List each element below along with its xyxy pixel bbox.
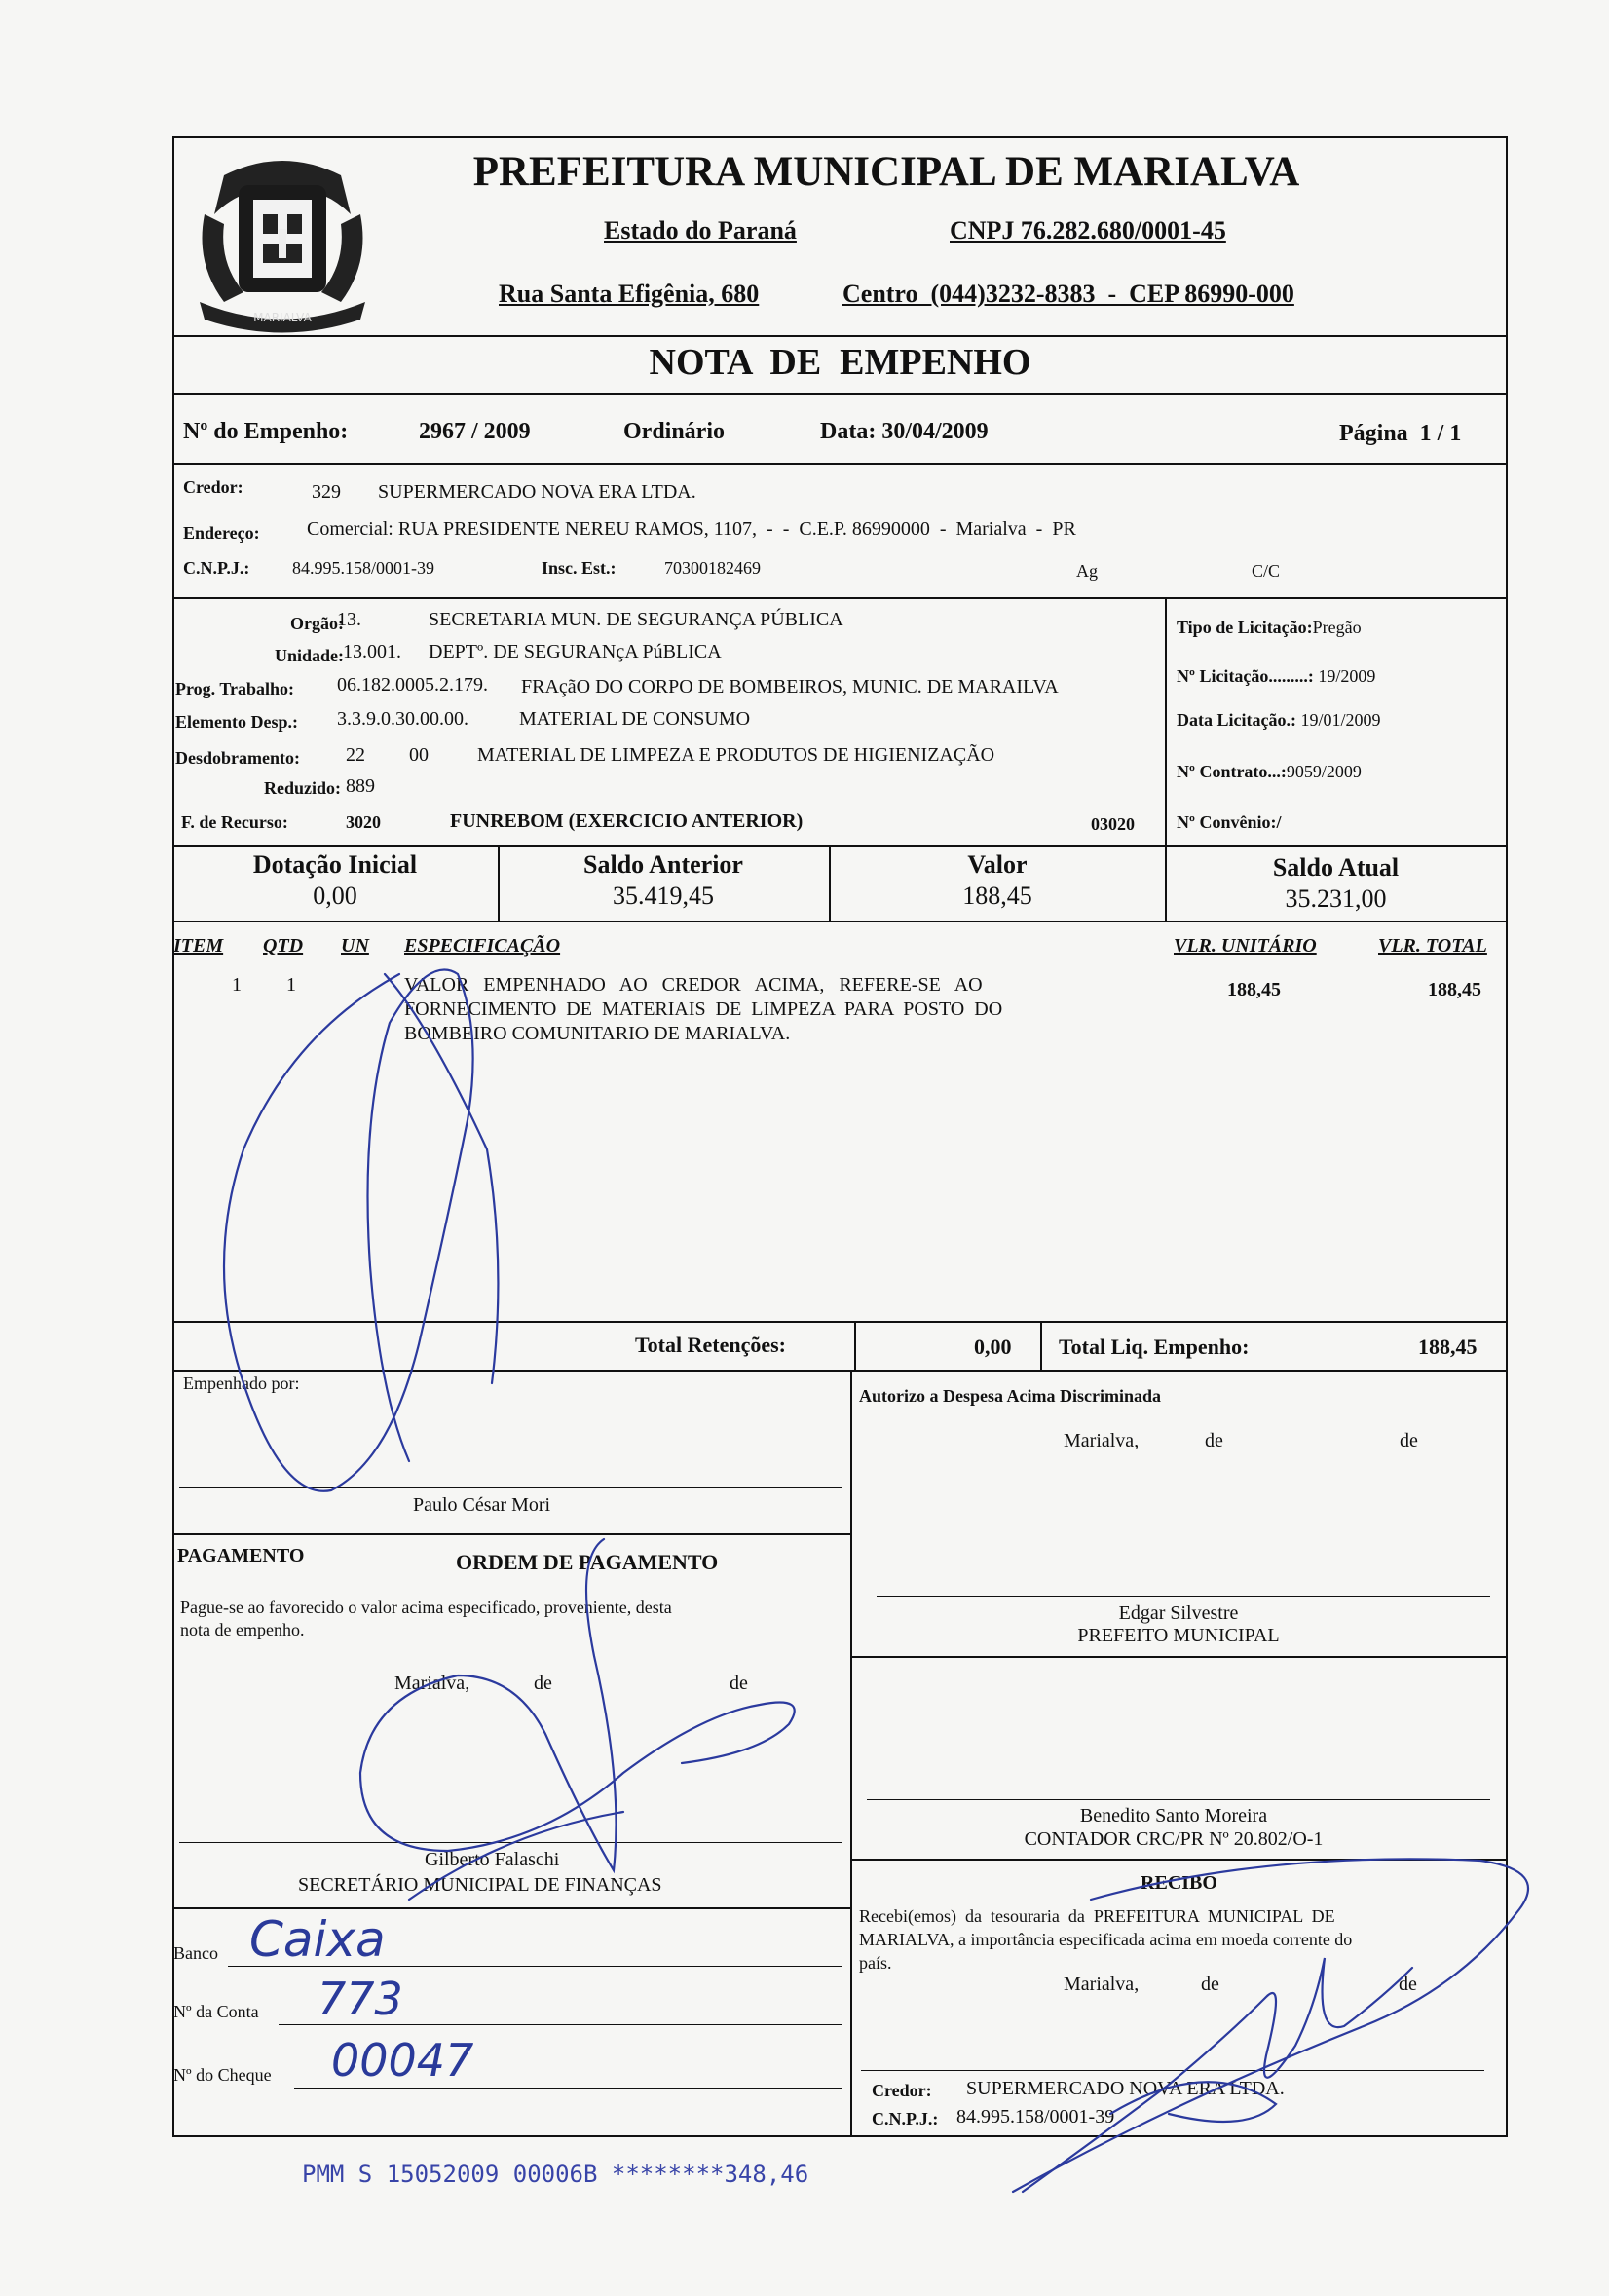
pagamento-title: PAGAMENTO — [177, 1545, 305, 1566]
credor-label: Credor: — [183, 477, 243, 497]
frame-bottom — [172, 2135, 1508, 2137]
saldo-anterior-value: 35.419,45 — [613, 882, 714, 910]
reduzido-code: 889 — [346, 775, 375, 797]
numero-convenio: Nº Convênio:/ — [1177, 812, 1282, 832]
saldo-atual-label: Saldo Atual — [1272, 853, 1400, 882]
recibo-local: Marialva, — [1064, 1974, 1140, 1995]
total-liquido-label: Total Liq. Empenho: — [1059, 1335, 1250, 1359]
col-un: UN — [341, 935, 369, 957]
frame-top — [172, 136, 1508, 138]
item-vlr-total: 188,45 — [1428, 979, 1481, 1000]
autorizo-de2: de — [1400, 1430, 1418, 1451]
desdobramento-label: Desdobramento: — [175, 748, 300, 768]
recurso-number: 03020 — [1091, 814, 1135, 834]
insc-label: Insc. Est.: — [542, 558, 617, 578]
frame-right — [1506, 136, 1508, 2136]
recibo-text-1: Recebi(emos) da tesouraria da PREFEITURA MUNICIPAL DE — [859, 1906, 1335, 1926]
contador-role: CONTADOR CRC/PR Nº 20.802/O-1 — [1024, 1828, 1324, 1850]
item-desc-line2: FORNECIMENTO DE MATERIAIS DE LIMPEZA PARA POSTO DO — [404, 998, 1003, 1020]
autorizo-title: Autorizo a Despesa Acima Discriminada — [859, 1386, 1161, 1406]
coat-of-arms-logo — [185, 146, 380, 341]
col-especificacao: ESPECIFICAÇÃO — [404, 935, 561, 957]
recibo-title: RECIBO — [1141, 1872, 1217, 1894]
credor-address: Comercial: RUA PRESIDENTE NEREU RAMOS, 1107, - - C.E.P. 86990000 - Marialva - PR — [307, 518, 1076, 540]
conta-label: Nº da Conta — [173, 2002, 259, 2021]
pagamento-text-1: Pague-se ao favorecido o valor acima especificado, proveniente, desta — [180, 1598, 672, 1617]
item-vlr-unitario: 188,45 — [1227, 979, 1281, 1000]
signature-secretario — [360, 1539, 795, 1870]
desdobramento-name: MATERIAL DE LIMPEZA E PRODUTOS DE HIGIENIZAÇÃO — [477, 744, 995, 766]
secretario-name: Gilberto Falaschi — [425, 1849, 560, 1870]
recibo-text-2: MARIALVA, a importância especificada acima em moeda corrente do — [859, 1930, 1353, 1949]
recibo-de2: de — [1399, 1974, 1417, 1995]
recurso-code: 3020 — [346, 812, 381, 832]
banco-label: Banco — [173, 1943, 218, 1963]
pagamento-de1: de — [534, 1673, 552, 1694]
autorizo-de1: de — [1205, 1430, 1223, 1451]
numero-licitacao: Nº Licitação.........: 19/2009 — [1177, 666, 1376, 686]
credor-code: 329 — [312, 481, 341, 503]
prefeito-name: Edgar Silvestre — [1118, 1602, 1239, 1624]
elemento-code: 3.3.9.0.30.00.00. — [337, 708, 468, 730]
item-qtd: 1 — [286, 974, 296, 996]
ordem-pagamento-title: ORDEM DE PAGAMENTO — [456, 1550, 719, 1574]
orgao-code: 13. — [337, 609, 361, 630]
unidade-name: DEPTº. DE SEGURANçA PúBLICA — [429, 641, 722, 662]
pagamento-text-2: nota de empenho. — [180, 1620, 305, 1639]
empenhado-por-label: Empenhado por: — [183, 1374, 300, 1393]
elemento-label: Elemento Desp.: — [175, 712, 298, 732]
banco-handwritten: Caixa — [249, 1911, 386, 1968]
programa-code: 06.182.0005.2.179. — [337, 674, 488, 696]
empenho-number: 2967 / 2009 — [419, 419, 531, 444]
header-street: Rua Santa Efigênia, 680 — [499, 280, 760, 308]
empenho-type: Ordinário — [623, 419, 726, 444]
data-licitacao: Data Licitação.: 19/01/2009 — [1177, 710, 1381, 730]
page-indicator: Página 1 / 1 — [1339, 421, 1462, 446]
saldo-anterior-label: Saldo Anterior — [583, 850, 743, 879]
recibo-cnpj-label: C.N.P.J.: — [872, 2109, 939, 2128]
cheque-label: Nº do Cheque — [173, 2065, 272, 2085]
header-address: Centro (044)3232-8383 - CEP 86990-000 — [842, 280, 1294, 308]
unidade-label: Unidade: — [274, 646, 344, 665]
recurso-label: F. de Recurso: — [181, 812, 288, 832]
payment-stamp: PMM S 15052009 00006B ********348,46 — [302, 2161, 809, 2188]
frame-left — [172, 136, 174, 2136]
state-label: Estado do Paraná — [604, 216, 797, 245]
col-qtd: QTD — [263, 935, 304, 957]
total-retencoes-label: Total Retenções: — [635, 1333, 786, 1357]
orgao-name: SECRETARIA MUN. DE SEGURANÇA PÚBLICA — [429, 609, 843, 630]
total-retencoes-value: 0,00 — [974, 1335, 1012, 1359]
valor-label: Valor — [967, 850, 1028, 879]
desdobramento-code: 22 — [346, 744, 365, 766]
total-liquido-value: 188,45 — [1418, 1335, 1478, 1359]
empenho-date: Data: 30/04/2009 — [820, 419, 989, 444]
recibo-de1: de — [1201, 1974, 1219, 1995]
tipo-licitacao: Tipo de Licitação:Pregão — [1177, 618, 1362, 637]
credor-name: SUPERMERCADO NOVA ERA LTDA. — [378, 481, 696, 503]
cnpj-label: C.N.P.J.: — [183, 558, 250, 578]
col-item: ITEM — [173, 935, 224, 957]
svg-text:MARIALVA: MARIALVA — [253, 311, 312, 324]
recibo-credor-name: SUPERMERCADO NOVA ERA LTDA. — [966, 2078, 1285, 2099]
item-desc-line3: BOMBEIRO COMUNITARIO DE MARIALVA. — [404, 1023, 791, 1044]
recibo-credor-label: Credor: — [872, 2081, 932, 2100]
valor-value: 188,45 — [962, 882, 1032, 910]
orgao-label: Orgão: — [290, 614, 344, 633]
reduzido-label: Reduzido: — [263, 778, 341, 798]
credor-cnpj: 84.995.158/0001-39 — [292, 558, 434, 578]
unidade-code: 13.001. — [343, 641, 401, 662]
secretario-role: SECRETÁRIO MUNICIPAL DE FINANÇAS — [298, 1874, 662, 1896]
item-desc-line1: VALOR EMPENHADO AO CREDOR ACIMA, REFERE-SE AO — [404, 974, 983, 996]
pagamento-local: Marialva, — [394, 1673, 470, 1694]
conta-corrente-label: C/C — [1252, 561, 1281, 581]
empenhado-por-name: Paulo César Mori — [413, 1494, 551, 1516]
recurso-name: FUNREBOM (EXERCICIO ANTERIOR) — [450, 810, 804, 832]
numero-contrato: Nº Contrato...:9059/2009 — [1177, 762, 1362, 781]
programa-name: FRAçãO DO CORPO DE BOMBEIROS, MUNIC. DE MARAILVA — [521, 676, 1059, 697]
insc-value: 70300182469 — [664, 558, 761, 578]
col-vlr-total: VLR. TOTAL — [1378, 935, 1487, 957]
empenho-number-label: Nº do Empenho: — [183, 419, 349, 444]
document-title: NOTA DE EMPENHO — [649, 342, 1031, 383]
conta-handwritten: 773 — [318, 1973, 403, 2025]
saldo-atual-value: 35.231,00 — [1285, 885, 1387, 913]
recibo-cnpj: 84.995.158/0001-39 — [956, 2106, 1115, 2127]
prefeitura-title: PREFEITURA MUNICIPAL DE MARIALVA — [472, 149, 1300, 195]
contador-name: Benedito Santo Moreira — [1079, 1805, 1268, 1826]
programa-label: Prog. Trabalho: — [175, 679, 295, 698]
recibo-text-3: país. — [859, 1953, 892, 1973]
dotacao-inicial-label: Dotação Inicial — [252, 850, 418, 879]
header-cnpj: CNPJ 76.282.680/0001-45 — [950, 216, 1226, 245]
col-vlr-unitario: VLR. UNITÁRIO — [1174, 935, 1317, 957]
agencia-label: Ag — [1076, 561, 1098, 581]
elemento-name: MATERIAL DE CONSUMO — [519, 708, 751, 730]
desdobramento-sub: 00 — [409, 744, 429, 766]
prefeito-role: PREFEITO MUNICIPAL — [1077, 1625, 1280, 1646]
autorizo-local: Marialva, — [1064, 1430, 1140, 1451]
item-number: 1 — [232, 974, 242, 996]
signature-empenhado — [224, 970, 473, 1491]
cheque-handwritten: 00047 — [331, 2034, 474, 2087]
dotacao-inicial-value: 0,00 — [313, 882, 357, 910]
pagamento-de2: de — [730, 1673, 748, 1694]
endereco-label: Endereço: — [183, 523, 260, 543]
